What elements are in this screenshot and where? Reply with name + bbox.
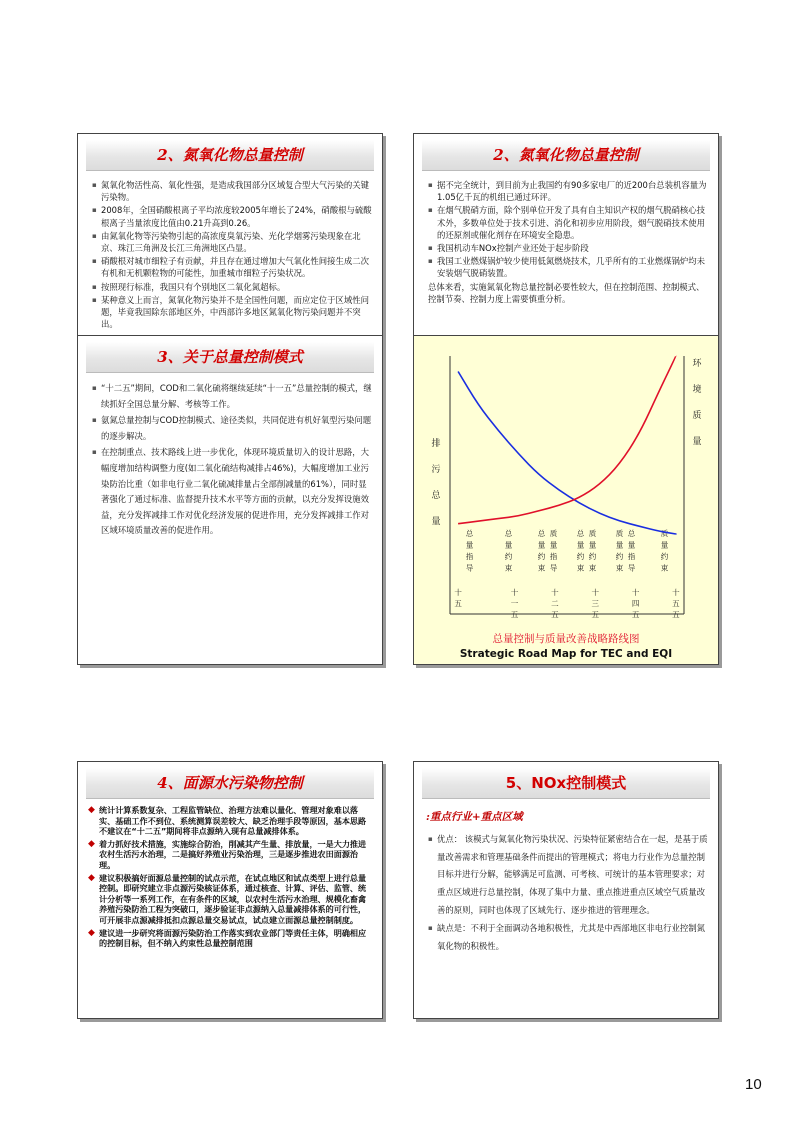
bullet: ▪ 硝酸根对城市细粒子有贡献，并且存在通过增加大气氧化性间接生成二次有机和无机颗粒物的可能性，加重城市细粒子污染状况。 [92,255,372,279]
slide-body [78,373,382,539]
chart-caption-cn: 总量控制与质量改善战略路线图 [492,633,640,645]
phase-label-char: 量 [549,540,558,550]
y-axis-label-left [431,437,441,527]
phase-label-char: 量 [537,540,546,550]
phase-label-char: 约 [576,552,585,561]
phase-label-char: 质 [549,529,558,538]
phase-label-char: 量 [615,540,624,550]
x-tick-char: 一 [510,599,519,608]
phase-label [466,528,474,573]
quality-curve [458,356,676,524]
chart-axis-labels [431,358,702,527]
bullet: ◆ 统计计算系数复杂、工程监管缺位、治理方法难以量化、管理对象难以落实、基础工作不到位、系统测算误差较大、缺乏治理手段等原因，基本思路不建议在“十二五”期间将非点源纳入现有总量减排体系。 [88,805,372,837]
slide-body [414,171,718,305]
slide-title: 2、氮氧化物总量控制 [86,140,374,171]
phase-label-char: 总 [504,529,513,538]
axis-label-char: 量 [431,517,441,527]
slide-title: 3、关于总量控制模式 [86,342,374,373]
phase-label-char: 总 [576,529,585,538]
x-tick-char: 十 [551,588,559,597]
slide-road-map-chart [413,335,719,665]
bullet: ▪ 2008年，全国硝酸根离子平均浓度较2005年增长了24%，硝酸根与硫酸根离子当量浓度比值由0.21升高到0.26。 [92,204,372,228]
phase-label-char: 约 [615,552,624,561]
slide-body [78,171,382,330]
phase-label-char: 束 [504,563,513,573]
bullet: ▪ 在烟气脱硝方面，除个别单位开发了具有自主知识产权的烟气脱硝核心技术外，多数单位处于技术引进、消化和初步应用阶段，烟气脱硝技术使用的还原剂或催化剂存在环境安全隐患。 [428,204,708,241]
bullet: ◆ 建议积极搞好面源总量控制的试点示范，在试点地区和试点类型上进行总量控制。即研究建立非点源污染核证体系，通过核查、计算、评估、监管、统计分析等一系列工作，在有条件的区域，以农村生活污水治理、规模化畜禽养殖污染防治工程为突破口，逐步验证非点源纳入总量减排体系的可行性，可开展非点源减排抵扣点源总量交易试点，试点建立面源总量控制制度。 [88,873,372,926]
x-tick-char: 十 [510,588,519,597]
x-tick-char: 五 [454,599,462,608]
bullet: ▪ 由氮氧化物等污染物引起的高浓度臭氧污染、光化学烟雾污染现象在北京、珠江三角洲及长江三角洲地区凸显。 [92,230,372,254]
slide-nox-total-control-1 [77,133,383,359]
axis-label-char: 污 [431,465,441,475]
slide-title: 5、NOx控制模式 [422,768,710,799]
phase-label-char: 量 [588,540,597,550]
x-tick-char: 四 [631,599,640,608]
bullet: ▪ 我国工业燃煤锅炉较少使用低氮燃烧技术，几乎所有的工业燃煤锅炉均未安装烟气脱硝装置。 [428,255,708,279]
phase-label-char: 约 [537,552,546,561]
phase-label-char: 质 [660,529,669,538]
slide-nonpoint-water-control [77,761,383,1019]
phase-label [661,528,669,573]
bullet: ▪ “十二五”期间，COD和二氧化硫将继续延续“十一五”总量控制的模式，继续抓好全国总量分解、考核等工作。 [92,381,372,412]
x-tick-label [672,587,680,619]
phase-label [505,528,513,573]
y-axis-label-right [692,358,702,447]
x-tick-char: 五 [591,610,599,619]
emission-curve [458,372,676,535]
phase-label-char: 约 [588,552,597,561]
axis-label-char: 量 [692,437,702,447]
x-tick-label [551,587,559,619]
slide-subtitle: :重点行业+重点区域 [426,811,523,823]
axis-label-char: 总 [431,491,441,501]
chart-phase-labels [466,528,669,573]
x-tick-char: 二 [551,599,559,608]
x-tick-char: 十 [454,588,462,597]
slide-title: 2、氮氧化物总量控制 [422,140,710,171]
phase-label-char: 约 [504,552,513,561]
phase-label-char: 束 [537,563,546,573]
phase-label-char: 导 [465,563,474,573]
phase-label [577,528,597,573]
axis-label-char: 质 [692,411,702,421]
phase-label-char: 量 [504,540,513,550]
slide-title: 4、面源水污染物控制 [86,768,374,799]
slide-total-control-mode [77,335,383,665]
bullet: ▪ 在控制重点、技术路线上进一步优化，体现环境质量切入的设计思路，大幅度增加结构调整力度(如二氧化硫结构减排占46%)，大幅度增加工业污染防治比重（如非电行业二氧化硫减排量占全部削减量的61%），同时显著强化了通过标准、监督提升技术水平等方面的贡献，以充分发挥设施效益，充分发挥减排工作对优化经济发展的促进作用，充分发挥减排工作对区域环境质量改善的促进作用。 [92,445,372,539]
roadmap-chart [414,336,718,664]
x-tick-char: 十 [591,588,599,597]
bullet: ▪ 据不完全统计，到目前为止我国约有90多家电厂的近200台总装机容量为1.05亿千瓦的机组已通过环评。 [428,179,708,203]
chart-caption-en: Strategic Road Map for TEC and EQI [459,648,673,660]
slide-nox-total-control-2 [413,133,719,359]
phase-label-char: 指 [465,552,474,561]
axis-label-char: 环 [692,359,702,369]
phase-label-char: 总 [537,529,546,538]
bullet: ▪ 优点： 该模式与氮氧化物污染状况、污染特征紧密结合在一起，是基于质量改善需求和管理基础条件而提出的管理模式；将电力行业作为总量控制目标并进行分解，能够满足可监测、可考核、可统计的基本管理要求；对重点区域进行总量控制，体现了集中力量、重点推进重点区域空气质量改善的原则，同时也体现了区域先行、逐步推进的管理理念。 [428,831,708,919]
phase-label-char: 量 [576,540,585,550]
bullet: ▪ 我国机动车NOx控制产业还处于起步阶段 [428,242,708,254]
phase-label-char: 束 [615,563,624,573]
phase-label-char: 总 [465,529,474,538]
x-tick-label [511,587,519,619]
phase-label-char: 束 [660,563,669,573]
x-tick-char: 五 [551,610,559,619]
bullet: ◆ 建议进一步研究将面源污染防治工作落实到农业部门等责任主体，明确相应的控制目标，但不纳入约束性总量控制范围 [88,928,372,949]
x-tick-char: 五 [672,599,680,608]
phase-label-char: 量 [627,540,636,550]
bullet: ◆ 着力抓好技术措施，实施综合防治，削减其产生量、排放量，一是大力推进农村生活污水治理，二是搞好养殖业污染治理，三是逐步推进农田面源治理。 [88,839,372,871]
x-tick-label [591,587,599,619]
slide-nox-control-mode [413,761,719,1019]
phase-label-char: 质 [588,529,597,538]
phase-label-char: 束 [588,563,597,573]
phase-label-char: 导 [627,563,636,573]
phase-label-char: 约 [660,552,669,561]
phase-label-char: 指 [549,552,558,561]
bullet: ▪ 某种意义上而言，氮氧化物污染并不是全国性问题，而应定位于区域性问题，毕竟我国除东部地区外，中西部许多地区氮氧化物污染问题并不突出。 [92,294,372,331]
slide-body [78,799,382,949]
summary-text: 总体来看，实施氮氧化物总量控制必要性较大，但在控制范围、控制模式、控制节奏、控制力度上需要慎重分析。 [428,281,705,304]
phase-label-char: 导 [549,563,558,573]
chart-axes [450,356,684,614]
phase-label [538,528,558,573]
phase-label [616,528,636,573]
bullet: ▪ 氮氧化物活性高、氧化性强，是造成我国部分区域复合型大气污染的关键污染物。 [92,179,372,203]
x-tick-char: 三 [591,599,599,608]
axis-label-char: 境 [692,385,702,395]
page-number: 10 [745,1076,762,1093]
x-tick-char: 五 [510,610,519,619]
phase-label-char: 量 [465,540,474,550]
bullet: ▪ 按照现行标准，我国只有个别地区二氧化氮超标。 [92,281,372,293]
chart-curves [458,356,676,534]
phase-label-char: 质 [615,529,624,538]
phase-label-char: 指 [627,552,636,561]
phase-label-char: 总 [627,529,636,538]
bullet: ▪ 缺点是：不利于全面调动各地积极性，尤其是中西部地区非电行业控制氮氧化物的积极性。 [428,920,708,955]
x-tick-label [454,587,462,608]
axis-label-char: 排 [431,439,441,449]
x-tick-char: 五 [672,610,680,619]
x-tick-label [632,587,640,619]
bullet: ▪ 氨氮总量控制与COD控制模式、途径类似，共同促进有机好氧型污染问题的逐步解决。 [92,413,372,444]
x-tick-char: 十 [631,588,640,597]
x-tick-char: 十 [672,588,680,597]
x-tick-char: 五 [631,610,640,619]
phase-label-char: 量 [660,540,669,550]
phase-label-char: 束 [576,563,585,573]
slide-body [414,799,718,955]
